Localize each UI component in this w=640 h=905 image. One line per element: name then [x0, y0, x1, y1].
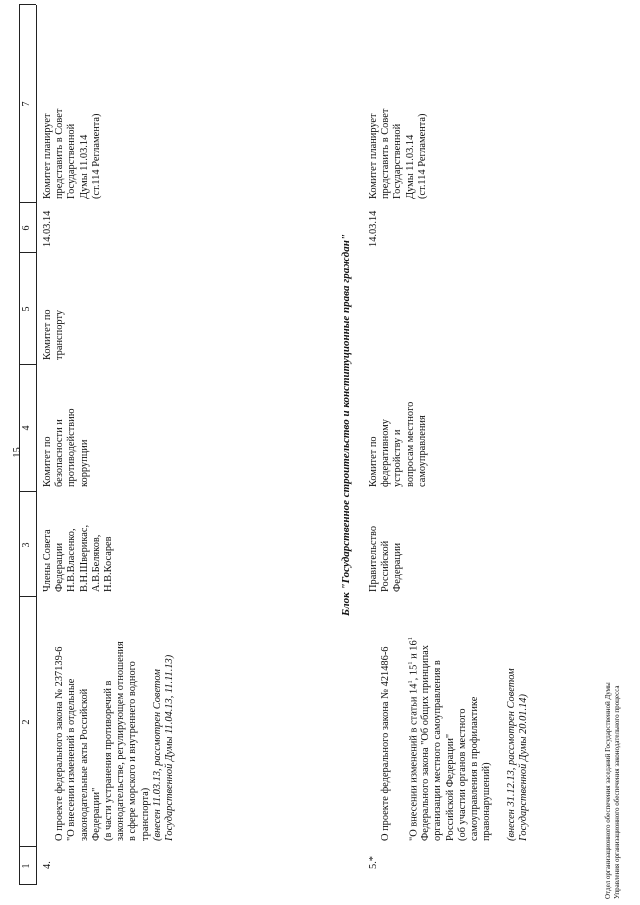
bill-title-text: Федерального закона "Об общих принципах организации местного самоуправления в Российской Федерации" (об участии органов местного самоуправления в профилактике правонарушений) [420, 645, 493, 841]
footer-directorate: Управления организационного обеспечения законодательного процесса [613, 685, 621, 899]
header-divider [19, 596, 36, 597]
column-number-2: 2 [21, 719, 32, 725]
bill-title-fragment: "О внесении изменений в статьи 14 [408, 683, 420, 841]
header-divider [19, 846, 36, 847]
status-note: Комитет планирует представить в Совет Государственной Думы 11.03.14 (ст.114 Регламента) [42, 108, 102, 199]
bill-title-text: О проекте федерального закона № 237139-6 "О внесении изменений в отдельные законодательные акты Российской Федерации" (в части устранения противоречий в законодательстве, регулирующем отношения в сфере морского и внутреннего водного транспорта) [54, 641, 151, 841]
block-title: Блок "Государственное строительство и конституционные права граждан" [340, 234, 352, 616]
co-executor-committee: Комитет по транспорту [42, 309, 66, 360]
bill-title [368, 595, 542, 841]
bill-title-line: О проекте федерального закона № 421486-6 [380, 646, 392, 841]
header-divider [19, 202, 36, 203]
superscript: 1 [406, 637, 414, 641]
footer-department: Отдел организационного обеспечения заседаний Государственной Думы [604, 682, 612, 899]
column-number-3: 3 [21, 542, 32, 548]
responsible-committee: Комитет по безопасности и противодействию коррупции [42, 408, 90, 487]
header-divider [19, 4, 36, 5]
superscript: 1 [406, 661, 414, 665]
superscript: 1 [406, 680, 414, 684]
column-number-1: 1 [21, 863, 32, 869]
header-divider [19, 491, 36, 492]
initiator: Правительство Российской Федерации [368, 525, 404, 592]
page-number: 15 [12, 447, 23, 458]
header-top-rule [19, 5, 20, 885]
column-number-6: 6 [21, 225, 32, 231]
row-number: 4. [42, 861, 53, 869]
header-divider [19, 884, 36, 885]
date: 14.03.14 [42, 210, 53, 247]
header-divider [19, 252, 36, 253]
header-divider [19, 364, 36, 365]
bill-title-fragment: , 15 [408, 664, 420, 681]
bill-history-note: (внесен 11.03.13, рассмотрен Советом Государственной Думы 11.04.13, 11.11.13) [151, 654, 176, 841]
column-number-7: 7 [21, 101, 32, 107]
column-number-5: 5 [21, 306, 32, 312]
row-number: 5.* [368, 856, 379, 869]
header-bottom-rule [36, 5, 37, 885]
bill-history-note: (внесен 31.12.13, рассмотрен Советом Государственной Думы 20.01.14) [505, 668, 529, 841]
initiator: Члены Совета Федерации Н.В.Власенко, В.Н.Шверикас, А.В.Беляков, Н.В.Косарев [42, 524, 115, 592]
responsible-committee: Комитет по федеративному устройству и вопросам местного самоуправления [368, 401, 428, 487]
bill-title-fragment: и 16 [408, 640, 420, 662]
status-note: Комитет планирует представить в Совет Государственной Думы 11.03.14 (ст.114 Регламента) [368, 108, 428, 199]
column-number-4: 4 [21, 425, 32, 431]
date: 14.03.14 [368, 210, 379, 247]
bill-title [42, 597, 188, 841]
